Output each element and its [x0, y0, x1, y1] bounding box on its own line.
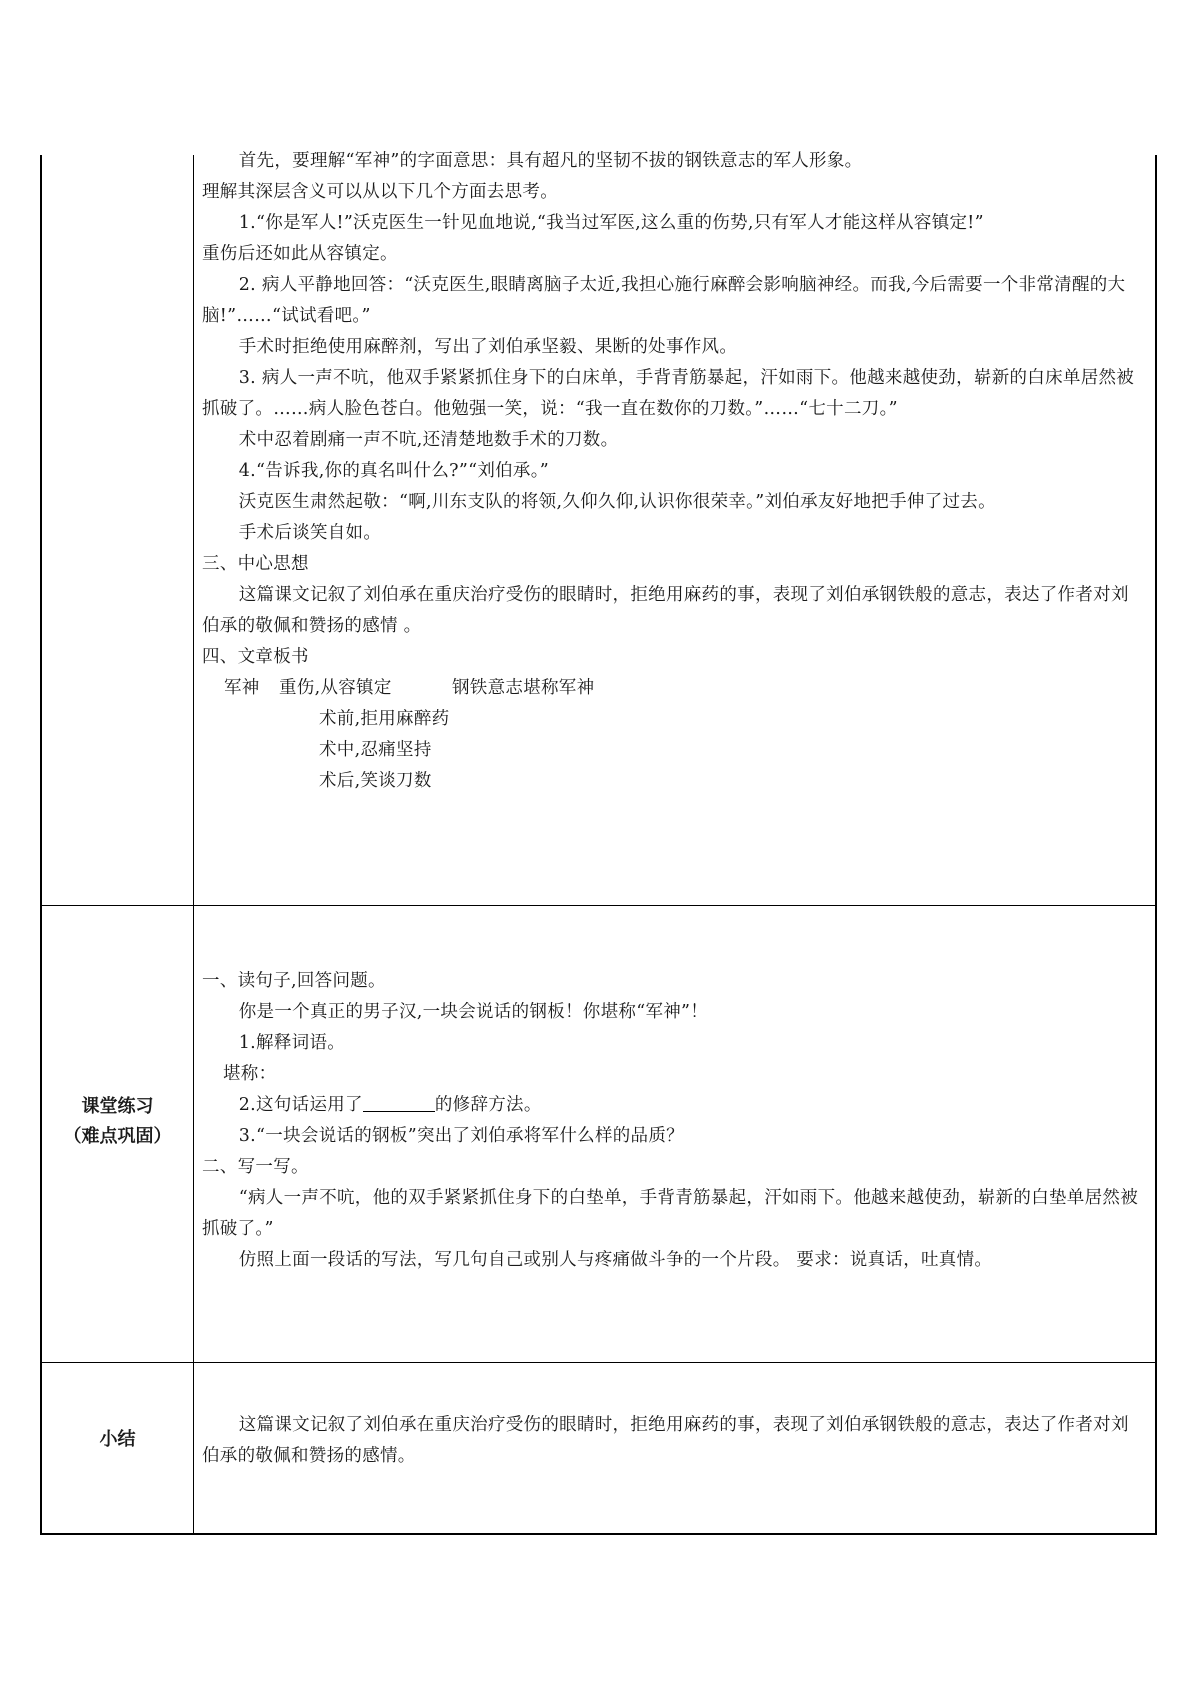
summary-content — [202, 1410, 1145, 1472]
column-divider — [193, 1363, 194, 1533]
point3-quote: 3. 病人一声不吭，他双手紧紧抓住身下的白床单，手背青筋暴起，汗如雨下。他越来越使劲，崭新的白床单居然被抓破了。……病人脸色苍白。他勉强一笑，说：“我一直在数你的刀数。”……“七十二刀。” — [202, 368, 1135, 419]
board-summary: 钢铁意志堪称军神 — [452, 678, 595, 698]
board-line-4: 术后,笑谈刀数 — [319, 771, 432, 791]
board-line-1: 重伤,从容镇定 — [279, 678, 392, 698]
practice-row — [42, 905, 1155, 1362]
practice-label-line1: 课堂练习 — [81, 1096, 154, 1117]
section3-body: 这篇课文记叙了刘伯承在重庆治疗受伤的眼睛时，拒绝用麻药的事，表现了刘伯承钢铁般的意志，表达了作者对刘伯承的敬佩和赞扬的感情 。 — [202, 585, 1129, 636]
section3-title: 三、中心思想 — [202, 554, 309, 574]
summary-label: 小结 — [99, 1429, 136, 1450]
point3-note: 术中忍着剧痛一声不吭,还清楚地数手术的刀数。 — [238, 430, 619, 450]
q1-sub3: 3.“一块会说话的钢板”突出了刘伯承将军什么样的品质？ — [238, 1126, 684, 1146]
point4-note: 手术后谈笑自如。 — [238, 523, 382, 543]
column-divider — [193, 906, 194, 1362]
practice-content — [202, 966, 1145, 1276]
q1-sub1: 1.解释词语。 — [238, 1033, 346, 1053]
point1-note: 重伤后还如此从容镇定。 — [202, 244, 398, 264]
board-line-3: 术中,忍痛坚持 — [319, 740, 432, 760]
q1-sub1-word: 堪称： — [223, 1064, 277, 1084]
q2-task: 仿照上面一段话的写法，写几句自己或别人与疼痛做斗争的一个片段。 要求：说真话，吐真情。 — [238, 1250, 993, 1270]
point4-quote-2: 沃克医生肃然起敬：“啊,川东支队的将领,久仰久仰,认识你很荣幸。”刘伯承友好地把手伸了过去。 — [238, 492, 996, 512]
blackboard-outline — [202, 673, 1145, 797]
intro-text: 首先，要理解“军神”的字面意思：具有超凡的坚韧不拔的钢铁意志的军人形象。 — [238, 151, 863, 171]
board-line-2: 术前,拒用麻醉药 — [319, 709, 450, 729]
q1-sub2 — [202, 1090, 1145, 1121]
board-title: 军神 — [224, 678, 260, 698]
point1-quote: 1.“你是军人!”沃克医生一针见血地说,“我当过军医,这么重的伤势,只有军人才能这样从容镇定!” — [238, 213, 984, 233]
q1-sub2-before: 2.这句话运用了 — [238, 1095, 363, 1115]
q1-sentence: 你是一个真正的男子汉,一块会说话的钢板！你堪称“军神”！ — [238, 1002, 709, 1022]
section4-title: 四、文章板书 — [202, 647, 309, 667]
point2-quote: 2. 病人平静地回答：“沃克医生,眼睛离脑子太近,我担心施行麻醉会影响脑神经。而我,今后需要一个非常清醒的大脑!”……“试试看吧。” — [202, 275, 1126, 326]
column-divider — [193, 155, 194, 905]
q2-quote: “病人一声不吭，他的双手紧紧抓住身下的白垫单，手背青筋暴起，汗如雨下。他越来越使劲，崭新的白垫单居然被抓破了。” — [202, 1188, 1138, 1239]
q1-sub2-after: 的修辞方法。 — [434, 1095, 542, 1115]
summary-body: 这篇课文记叙了刘伯承在重庆治疗受伤的眼睛时，拒绝用麻药的事，表现了刘伯承钢铁般的意志，表达了作者对刘伯承的敬佩和赞扬的感情。 — [202, 1415, 1129, 1466]
answer-blank[interactable] — [363, 1093, 435, 1112]
q1-title: 一、读句子,回答问题。 — [202, 971, 386, 991]
summary-row — [42, 1362, 1155, 1533]
practice-label — [42, 1092, 193, 1152]
lesson-table — [40, 151, 1157, 1535]
teaching-content-row — [42, 151, 1155, 905]
intro-text-2: 理解其深层含义可以从以下几个方面去思考。 — [202, 182, 558, 202]
practice-label-line2: （难点巩固） — [63, 1126, 172, 1147]
point2-note: 手术时拒绝使用麻醉剂，写出了刘伯承坚毅、果断的处事作风。 — [238, 337, 738, 357]
point4-quote: 4.“告诉我,你的真名叫什么?”“刘伯承。” — [238, 461, 550, 481]
teaching-content — [202, 146, 1145, 797]
q2-title: 二、写一写。 — [202, 1157, 309, 1177]
